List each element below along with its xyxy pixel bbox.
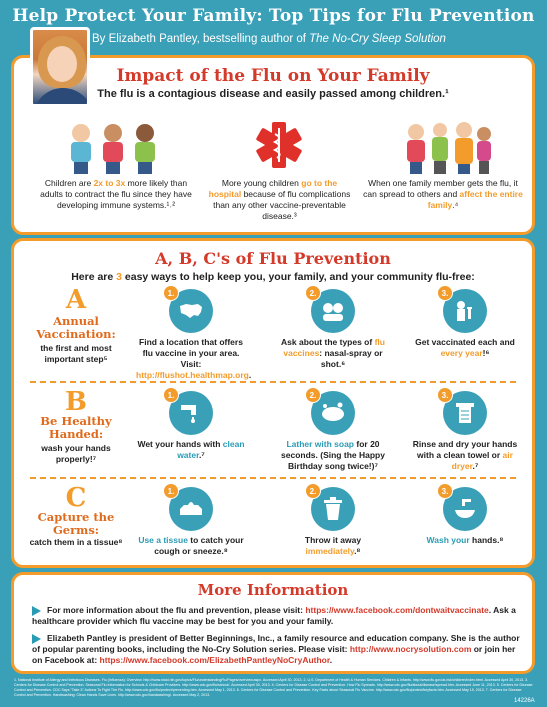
- step-a3: 3. Get vaccinated each and every year!⁶: [410, 289, 520, 359]
- author-photo: [30, 27, 90, 107]
- facebook-dontwait-link[interactable]: https://www.facebook.com/dontwaitvaccinate: [305, 605, 489, 615]
- towel-icon: 3.: [443, 391, 487, 435]
- row-divider: [30, 381, 516, 383]
- author-face: [47, 46, 77, 82]
- vaccine-icon: 3.: [443, 289, 487, 333]
- arrow-icon: [32, 634, 41, 644]
- faucet-icon: 1.: [169, 391, 213, 435]
- child-figure: [132, 124, 158, 174]
- step-b1: 1. Wet your hands with clean water.⁷: [136, 391, 246, 461]
- map-icon: 1.: [169, 289, 213, 333]
- sick-family-illustration: [402, 120, 494, 174]
- impact-title: Impact of the Flu on Your Family: [116, 66, 430, 86]
- more-info-panel: [11, 572, 535, 674]
- byline-book: The No-Cry Sleep Solution: [309, 33, 446, 45]
- impact-item: Children are 2x to 3x more likely than adults to contract the flu since they have developing immune systems.¹˒²: [40, 178, 192, 210]
- arrow-icon: [32, 606, 41, 616]
- letter-b: B: [65, 387, 87, 417]
- step-a1: 1. Find a location that offers flu vaccine in your area. Visit: http://flushot.healthmap.org.: [136, 289, 246, 381]
- category-annual-vaccination: Annual Vaccination:: [36, 314, 116, 341]
- more-info-title: More Information: [197, 581, 349, 599]
- abc-subtitle: Here are 3 easy ways to help keep you, your family, and your community flu-free:: [71, 271, 475, 283]
- page-title: Help Protect Your Family: Top Tips for Flu Prevention: [12, 6, 535, 26]
- soap-hands-icon: 2.: [311, 391, 355, 435]
- category-be-healthy-handed: Be Healthy Handed:: [40, 414, 112, 441]
- more-info-item: For more information about the flu and prevention, please visit: https://www.facebook.com/dontwaitvaccinate. Ask a healthcare provider which flu vaccine may be best for you and your family.: [32, 605, 516, 626]
- impact-item: More young children go to the hospital because of flu complications than any other vaccine-preventable disease.³: [208, 178, 351, 221]
- impact-subtitle: The flu is a contagious disease and easily passed among children.¹: [97, 88, 449, 100]
- highlight-text: 2x to 3x: [93, 178, 126, 188]
- impact-item: When one family member gets the flu, it can spread to others and affect the entire family.⁴: [363, 178, 523, 210]
- child-figure: [68, 124, 94, 174]
- highlight-text: affect the entire family: [427, 189, 523, 210]
- facebook-author-link[interactable]: https://www.facebook.com/ElizabethPantleyNoCryAuthor: [99, 655, 330, 665]
- letter-c: C: [65, 483, 87, 513]
- letter-a: A: [65, 285, 87, 315]
- more-info-item: Elizabeth Pantley is president of Better Beginnings, Inc., a family resource and education company. She is the author of popular parenting books, including the No-Cry Solution series. Please visit: http://www.nocrysolution.com or join her on Facebook at: https://www.facebook.com/ElizabethPantleyNoCryAuthor.: [32, 633, 520, 665]
- nocrysolution-link[interactable]: http://www.nocrysolution.com: [349, 644, 472, 654]
- highlight-text: go to the hospital: [208, 178, 338, 199]
- trash-icon: 2.: [311, 487, 355, 531]
- medical-symbol-icon: [254, 120, 304, 170]
- flushot-link[interactable]: http://flushot.healthmap.org: [136, 370, 249, 380]
- document-code: 14226A: [514, 698, 535, 704]
- category-desc: wash your hands properly!⁷: [41, 443, 111, 464]
- abc-panel: [11, 238, 535, 568]
- author-shirt: [33, 88, 90, 107]
- step-c1: 1. Use a tissue to catch your cough or sneeze.⁸: [136, 487, 246, 557]
- step-c3: 3. Wash your hands.⁸: [410, 487, 520, 546]
- footnotes: 1. National Institute of Allergy and Infectious Diseases. Flu (Influenza): Overview. http://www.niaid.nih.gov/topics/Flu/understandingFlu/Pages/overview.aspx. Accessed April 30, 2013. 2. U.S. Department of Health & Human Services. Children & Infants. http://www.flu.gov/at-risk/children/index.html. Accessed April 30, 2013. 3. Centers for Disease Control and Prevention. Seasonal Flu Information for Schools & Childcare Providers. http://www.cdc.gov/flu/school/. Accessed April 30, 2013. 4. Centers for Disease Control and Prevention. How Flu Spreads. http://www.cdc.gov/flu/about/disease/spread.htm. Accessed June 11, 2013. 5. Centers for Disease Control and Prevention. CDC Says "Take 3" Actions To Fight The Flu. http://www.cdc.gov/flu/protect/preventing.htm. Accessed May 1, 2013. 6. Centers for Disease Control and Prevention. Key Facts about Seasonal Flu Vaccine. http://www.cdc.gov/flu/protect/keyfacts.htm. Accessed May 15, 2013. 7. Centers for Disease Control and Prevention. Handwashing: Clean Hands Save Lives. http://www.cdc.gov/handwashing/. Accessed May 2, 2013.: [14, 678, 533, 697]
- category-capture-the-germs: Capture the Germs:: [37, 510, 115, 537]
- tissue-icon: 1.: [169, 487, 213, 531]
- row-divider: [30, 477, 516, 479]
- children-illustration: [66, 120, 166, 174]
- question-icon: 2.: [311, 289, 355, 333]
- sink-icon: 3.: [443, 487, 487, 531]
- step-b3: 3. Rinse and dry your hands with a clean towel or air dryer.⁷: [410, 391, 520, 472]
- category-desc: catch them in a tissue⁸: [29, 537, 123, 547]
- step-c2: 2. Throw it away immediately.⁸: [278, 487, 388, 557]
- byline: [92, 33, 446, 45]
- byline-prefix: By Elizabeth Pantley, bestselling author of: [92, 33, 310, 45]
- step-b2: 2. Lather with soap for 20 seconds. (Sing the Happy Birthday song twice!)⁷: [278, 391, 388, 472]
- step-a2: 2. Ask about the types of flu vaccines: nasal-spray or shot.⁶: [278, 289, 388, 370]
- category-desc: the first and most important step⁵: [40, 343, 112, 364]
- child-figure: [100, 124, 126, 174]
- abc-title: A, B, C's of Flu Prevention: [155, 249, 391, 268]
